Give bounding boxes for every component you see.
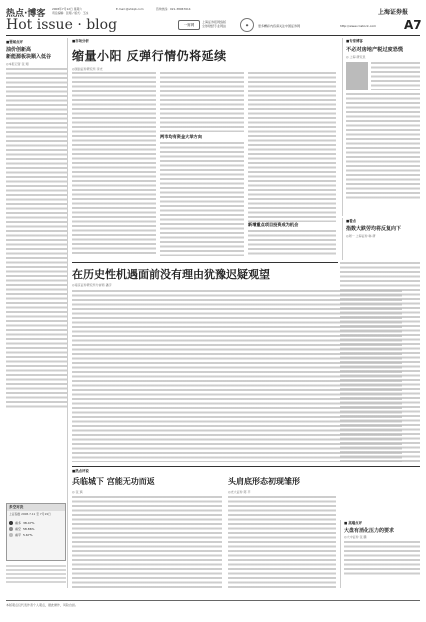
main-top-col3b	[248, 230, 336, 256]
promo-badge: 一财网	[178, 20, 200, 30]
right-top-intro	[371, 62, 420, 90]
newspaper-name: 上海证券报	[378, 9, 409, 16]
header-phone: 咨询热线：021-38967614	[156, 7, 191, 11]
poll-value-bull: 38.47%	[23, 521, 35, 525]
main-top-sub3: 新增重点项目投资成为机会	[248, 222, 299, 227]
bear-dot-icon	[9, 527, 13, 531]
bottom-headline-1: 兵临城下 宫能无功而返	[72, 477, 155, 486]
bottom-rule	[72, 466, 420, 467]
poll-label-bull: 看多	[15, 521, 22, 525]
left-bottom-text	[6, 565, 66, 585]
left-tag: ■要闻点评	[6, 40, 23, 44]
main-top-tag: ■市场分析	[72, 39, 89, 43]
poll-label-flat: 看平	[15, 533, 22, 537]
promo-text	[202, 21, 226, 28]
header-toplink: 更多精彩内容请关注中国证券网	[258, 24, 301, 28]
left-byline: ◎本报记者 张 翔	[6, 62, 29, 66]
bottom-headline-2: 头肩底形态初现雏形	[228, 477, 300, 486]
logo-mark: ◉	[240, 18, 254, 32]
footer-disclaimer: 本版观点仅代表作者个人观点，据此操作，风险自担。	[6, 603, 79, 607]
right-top-text	[346, 93, 420, 201]
poll-value-flat: 5.67%	[23, 533, 33, 537]
poll-value-bear: 58.86%	[23, 527, 35, 531]
promo-line1: 上海证券报网络版	[202, 20, 227, 24]
footer-rule	[6, 600, 420, 601]
bottom-right-title: 大盘有消化压力的要求	[344, 528, 395, 534]
flat-dot-icon	[9, 533, 13, 537]
bottom-right-text	[344, 541, 420, 577]
left-column	[6, 38, 68, 588]
right-top-body	[346, 62, 420, 90]
bottom-body-1	[72, 496, 222, 588]
bottom-byline-1: ◎ 张 璃	[72, 490, 83, 494]
mid-article-header	[72, 262, 338, 282]
header-editor: 责任编辑：张翔 / 版式：王冰	[52, 11, 89, 15]
header-rule	[6, 35, 420, 36]
main-top-col2b	[160, 142, 244, 256]
right-mid-article	[342, 218, 420, 260]
main-top-col3	[248, 72, 336, 222]
left-title-2: 新能源板块顺入低谷	[6, 54, 52, 60]
poll-list	[7, 517, 65, 541]
bottom-right-byline: ◎大中证券 张 鹏	[344, 535, 367, 539]
bull-dot-icon	[9, 521, 13, 525]
mid-headline: 在历史性机遇面前没有理由犹豫迟疑观望	[72, 268, 270, 281]
right-top-article	[342, 38, 420, 216]
bottom-body-2	[228, 496, 336, 588]
page-number: A7	[404, 18, 422, 32]
right-top-byline: ◎ 上海 研究员	[346, 55, 366, 59]
bottom-right-tag: ■ 高端点评	[344, 521, 362, 525]
header-date: 2008年7月12日 星期六	[52, 7, 83, 11]
bottom-right-article	[340, 520, 420, 588]
mid-byline: ◎南京证券研究所分析师 潘宇	[72, 283, 112, 287]
right-mid-body-text	[340, 262, 420, 462]
bottom-byline-2: ◎光大证券 陈 平	[228, 490, 251, 494]
right-mid-tag: ■看点	[346, 219, 356, 223]
bottom-tag: ■热点评说	[72, 469, 89, 473]
right-mid-byline: ◎周一 上海证券 韩 研	[346, 234, 376, 238]
right-top-tag: ■专家博客	[346, 39, 363, 43]
poll-item-bear	[9, 527, 63, 531]
promo-line2: 全球财经专业网站	[202, 23, 227, 28]
main-top-sub1: 两市均有资金大举方向	[160, 134, 202, 139]
header-url: http://www.cnstock.com	[340, 24, 377, 28]
main-top-byline: ◎国信证券研究所 李光	[72, 67, 103, 71]
left-body-text	[6, 68, 67, 408]
left-title-1: 油价创新高	[6, 47, 32, 53]
main-top-col2a	[160, 72, 244, 132]
poll-item-flat	[9, 533, 63, 537]
main-top-headline: 缩量小阳 反弹行情仍将延续	[72, 49, 227, 63]
poll-box	[6, 503, 66, 561]
poll-title: 多空对决	[7, 504, 65, 511]
author-photo	[346, 62, 368, 90]
main-top-col1	[72, 72, 156, 256]
header-email: E-mail:@shzqb.com	[116, 7, 144, 11]
section-title-cn: 热点·博客	[6, 9, 46, 19]
poll-label-bear: 看空	[15, 527, 22, 531]
poll-item-bull	[9, 521, 63, 525]
poll-date: 上证指数 2008.7.11 至 7月19日	[9, 512, 51, 516]
header-meta	[52, 7, 116, 15]
right-top-title: 不必对房地产税过度恐慌	[346, 47, 404, 53]
main-top-article	[72, 38, 338, 258]
right-mid-title: 指数大跌劳均将反复向下	[346, 226, 402, 232]
section-title-en: Hot issue · blog	[6, 17, 118, 33]
